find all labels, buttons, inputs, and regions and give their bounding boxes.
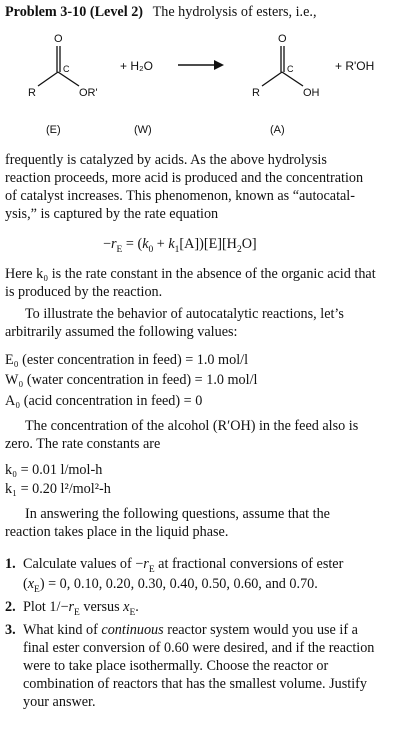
- ester-o-label: O: [54, 33, 63, 45]
- p3-line-1: To illustrate the behavior of autocatalytic reactions, let’s: [25, 306, 344, 322]
- p4-line-2: zero. The rate constants are: [5, 436, 161, 452]
- reaction-arrow: [178, 60, 224, 70]
- ester-or-bond: [58, 72, 79, 86]
- ester-c-label: C: [63, 64, 70, 74]
- question-3-line-1: What kind of continuous reactor system would you use if a: [23, 622, 358, 638]
- acid-r-bond: [262, 72, 282, 86]
- p1-line-4: ysis,” is captured by the rate equation: [5, 206, 219, 222]
- acid-c-label: C: [287, 64, 294, 74]
- k1-value: k₁ = 0.20 l²/mol²-h: [5, 481, 111, 497]
- label-a: (A): [270, 124, 285, 136]
- p5-line-2: reaction takes place in the liquid phase.: [5, 524, 229, 540]
- question-3-line-2: final ester conversion of 0.60 were desired, and if the reaction: [23, 640, 375, 656]
- ester-r-bond: [38, 72, 58, 86]
- acid-o-label: O: [278, 33, 287, 45]
- p2-line-2: is produced by the reaction.: [5, 284, 163, 300]
- ester-or-label: OR': [79, 87, 98, 99]
- plus-water: + H₂O: [120, 59, 153, 73]
- k0-value: k₀ = 0.01 l/mol-h: [5, 462, 103, 478]
- label-w: (W): [134, 124, 152, 136]
- acid-r-label: R: [252, 87, 260, 99]
- ester-structure: [38, 46, 79, 86]
- value-w0: W₀ (water concentration in feed) = 1.0 mol/l: [5, 372, 258, 388]
- p3-line-2: arbitrarily assumed the following values:: [5, 324, 238, 340]
- acid-oh-label: OH: [303, 87, 320, 99]
- acid-oh-bond: [282, 72, 303, 86]
- p4-line-1: The concentration of the alcohol (R′OH) in the feed also is: [25, 418, 359, 434]
- question-1-line-2: $(x_E) = 0$, 0.10, 0.20, 0.30, 0.40, 0.50, 0.60, and 0.70.: [23, 576, 318, 595]
- label-e: (E): [46, 124, 61, 136]
- p1-line-2: reaction proceeds, more acid is produced and the concentration: [5, 170, 364, 186]
- rate-equation: $-r_E = (k_0 + k_1[A])[E][H_2O]$: [103, 236, 257, 255]
- acid-structure: [262, 46, 303, 86]
- question-1-number: 1.: [5, 556, 16, 572]
- plus-alcohol: + R'OH: [335, 59, 375, 73]
- question-3-line-4: combination of reactors that has the smallest volume. Justify: [23, 676, 367, 692]
- p5-line-1: In answering the following questions, assume that the: [25, 506, 330, 522]
- p1-line-3: of catalyst increases. This phenomenon, known as “autocatal-: [5, 188, 355, 204]
- problem-title: Problem 3-10 (Level 2): [5, 4, 144, 20]
- question-2-number: 2.: [5, 599, 16, 615]
- value-a0: A₀ (acid concentration in feed) = 0: [5, 393, 203, 409]
- p2-line-1: Here k₀ is the rate constant in the absence of the organic acid that: [5, 266, 376, 282]
- p1-line-1: frequently is catalyzed by acids. As the above hydrolysis: [5, 152, 327, 168]
- problem-intro: The hydrolysis of esters, i.e.,: [152, 4, 317, 20]
- question-2-line-1: Plot $1/-r_E$ versus $x_E$.: [23, 599, 139, 618]
- question-3-number: 3.: [5, 622, 16, 638]
- ester-r-label: R: [28, 87, 36, 99]
- question-1-line-1: Calculate values of $-r_E$ at fractional conversions of ester: [23, 556, 344, 575]
- question-3-line-3: were to take place isothermally. Choose the reactor or: [23, 658, 329, 674]
- value-e0: E₀ (ester concentration in feed) = 1.0 mol/l: [5, 352, 249, 368]
- question-3-line-5: your answer.: [23, 694, 96, 710]
